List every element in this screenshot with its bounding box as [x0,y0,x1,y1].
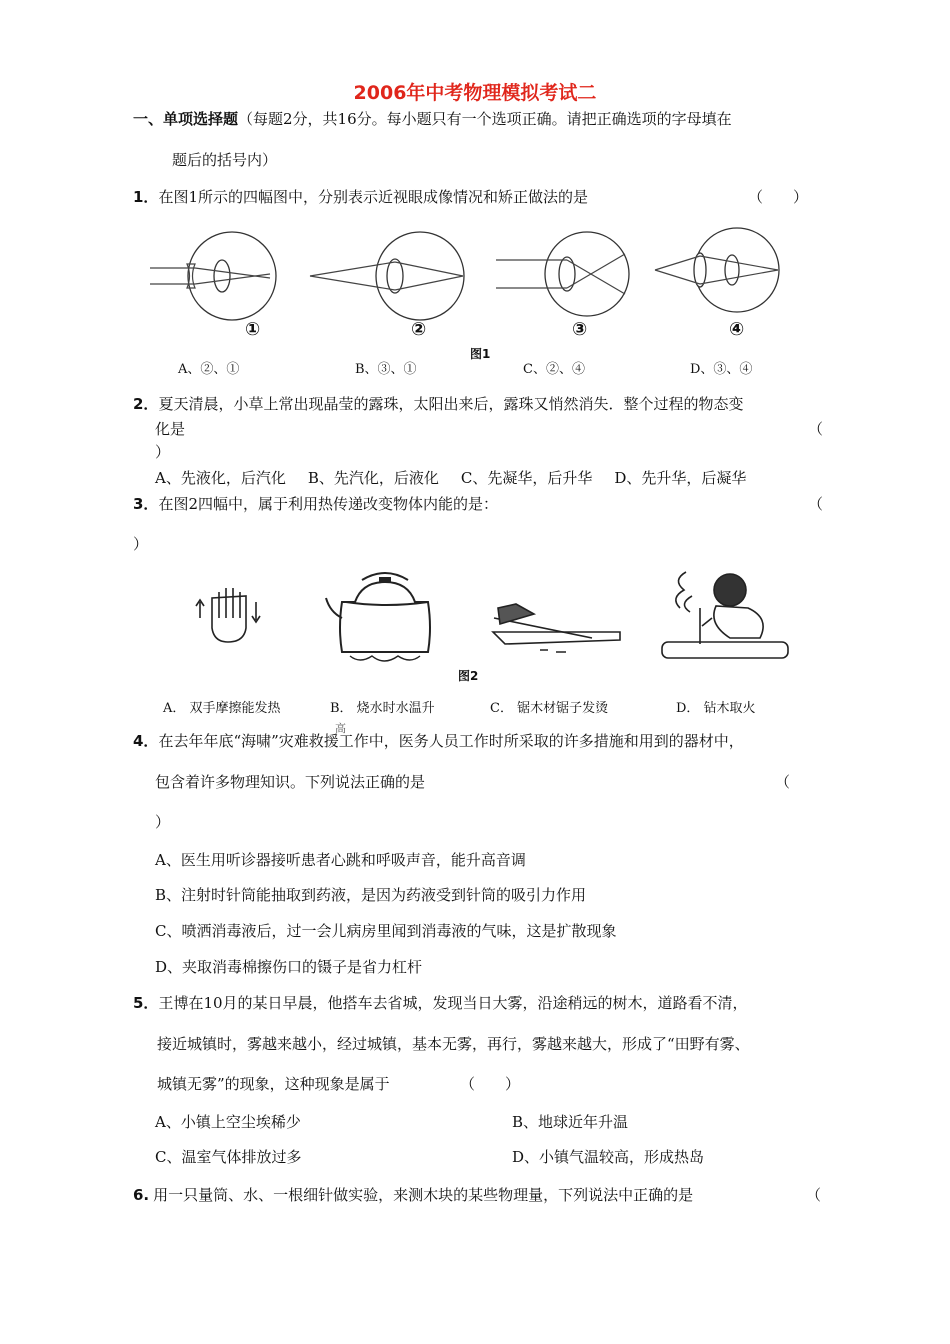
question-6 [133,1184,693,1205]
option-c: C． 锯木材锯子发烫 [490,701,609,716]
answer-bracket-open: （ [806,1186,822,1204]
option-d: D、夹取消毒棉擦伤口的镊子是省力杠杆 [155,958,423,976]
answer-bracket: （ ） [748,188,809,206]
answer-bracket: （ ） [460,1075,521,1093]
section-heading: 一、单项选择题 [133,110,239,128]
option-c: C、温室气体排放过多 [155,1148,302,1166]
question-text: 夏天清晨，小草上常出现晶莹的露珠，太阳出来后，露珠又悄然消失．整个过程的物态变 [158,395,744,413]
question-5 [133,992,748,1013]
answer-bracket-close: ） [133,535,149,553]
figure-number-2: ② [411,319,427,340]
figure-number-4: ④ [729,319,745,340]
figure-caption: 图1 [470,347,491,361]
option-b: B、③、① [355,362,417,377]
options-row [155,467,746,488]
question-2 [133,393,743,414]
option-a: A、先液化，后汽化 [155,469,286,487]
question-number: 2． [133,395,159,413]
figure-2-pictures [0,568,950,668]
drilling-fire-picture [662,572,788,658]
option-b: B、注射时针筒能抽取到药液，是因为药液受到针筒的吸引力作用 [155,886,587,904]
question-text: 在图1所示的四幅图中，分别表示近视眼成像情况和矫正做法的是 [158,188,588,206]
question-number: 5． [133,994,159,1012]
figure-number-1: ① [245,319,261,340]
answer-bracket-open: （ [808,495,824,513]
option-a: A、小镇上空尘埃稀少 [155,1113,301,1131]
option-b: B、先汽化，后液化 [307,469,439,487]
hands-rubbing-picture [196,588,260,642]
option-d: D、小镇气温较高，形成热岛 [512,1148,705,1166]
kettle-picture [326,573,430,661]
question-text-cont: 化是 [155,420,186,438]
question-3 [133,493,498,514]
section-instructions: （每题2分，共16分。每小题只有一个选项正确。请把正确选项的字母填在 [238,110,732,128]
answer-bracket-close: ） [155,813,171,831]
option-b: B． 烧水时水温升 [330,701,435,716]
question-number: 3． [133,495,159,513]
page-title: 2006年中考物理模拟考试二 [353,82,597,104]
option-d: D、③、④ [690,362,753,377]
eye-diagram-2 [310,232,464,320]
saw-picture [493,604,620,652]
question-4 [133,730,744,751]
question-number: 4． [133,732,159,750]
question-text: 在去年年底“海啸”灾难救援工作中，医务人员工作时所采取的许多措施和用到的器材中， [158,732,744,750]
option-c: C、先凝华，后升华 [460,469,593,487]
option-b: B、地球近年升温 [512,1113,629,1131]
option-a: A、②、① [178,362,240,377]
section-heading-line [133,108,732,129]
answer-bracket-open: （ [775,773,791,791]
answer-bracket-open: （ [808,420,824,438]
option-d: D、先升华，后凝华 [614,469,747,487]
question-number: 6. [133,1186,150,1204]
eye-diagram-4 [655,228,779,312]
option-a: A、医生用听诊器接听患者心跳和呼吸声音，能升高音调 [155,851,526,869]
option-b-overflow: 高 [335,722,346,735]
figure-1-eye-diagrams [0,228,950,348]
section-instructions-cont: 题后的括号内） [172,151,278,169]
option-a: A． 双手摩擦能发热 [163,701,281,716]
answer-bracket-close: ） [155,443,171,461]
option-c: C、喷洒消毒液后，过一会儿病房里闻到消毒液的气味，这是扩散现象 [155,922,617,940]
question-text: 在图2四幅中，属于利用热传递改变物体内能的是： [158,495,498,513]
option-d: D． 钻木取火 [676,701,756,716]
figure-caption: 图2 [458,669,479,683]
option-c: C、②、④ [523,362,585,377]
question-1 [133,186,588,207]
question-text-cont: 包含着许多物理知识。下列说法正确的是 [155,773,426,791]
figure-number-3: ③ [572,319,588,340]
eye-diagram-1 [150,232,276,320]
question-text-cont: 接近城镇时，雾越来越小，经过城镇，基本无雾，再行，雾越来越大，形成了“田野有雾、 [157,1035,750,1053]
eye-diagram-3 [496,232,629,316]
question-text: 用一只量筒、水、一根细针做实验，来测木块的某些物理量，下列说法中正确的是 [153,1186,694,1204]
question-text: 王博在10月的某日早晨，他搭车去省城，发现当日大雾，沿途稍远的树木，道路看不清， [158,994,748,1012]
question-text-cont-2: 城镇无雾”的现象，这种现象是属于 [157,1075,390,1093]
question-number: 1． [133,188,159,206]
